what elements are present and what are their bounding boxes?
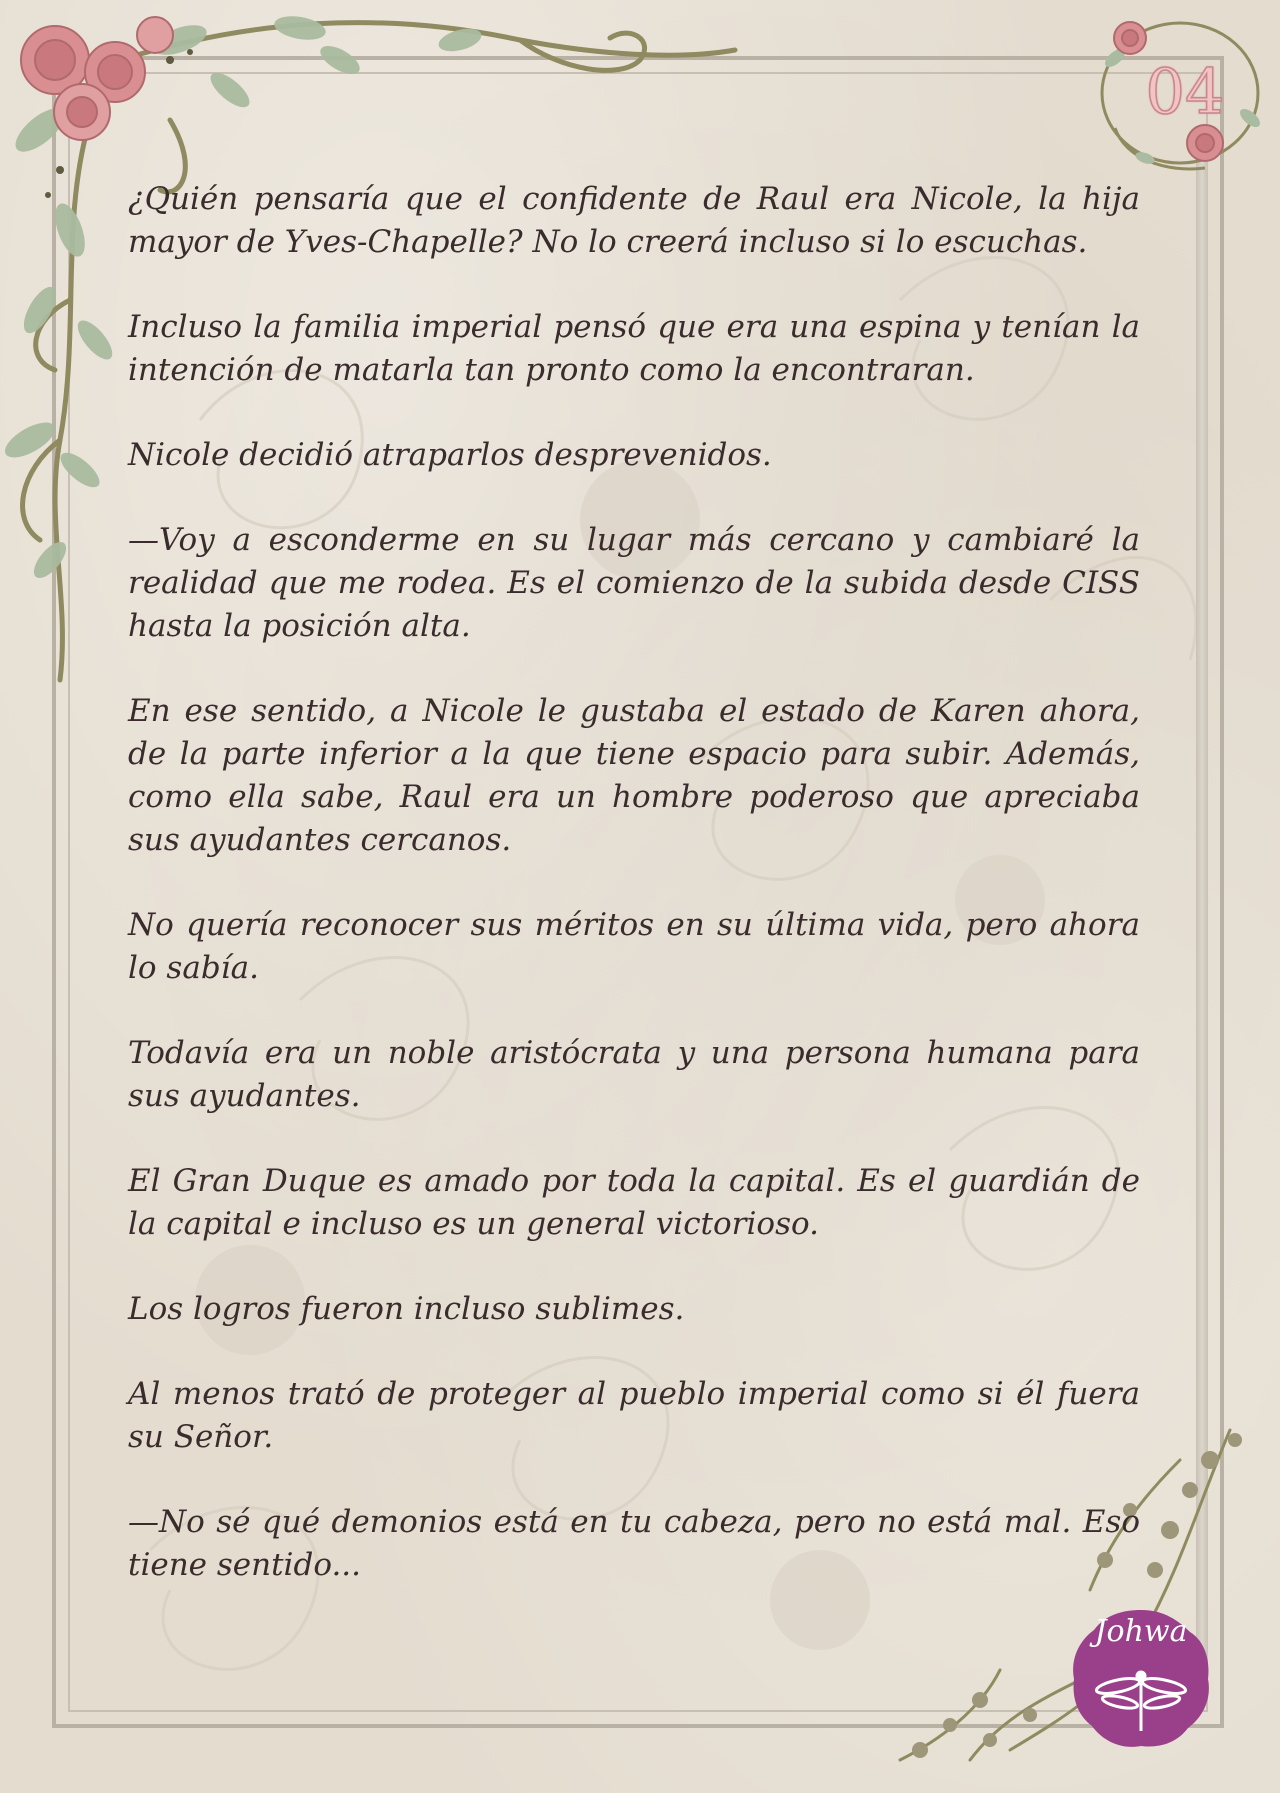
paragraph: Los logros fueron incluso sublimes. [128,1291,685,1327]
paragraph: El Gran Duque es amado por toda la capital. Es el guardián de la capital e incluso es un general victorioso. [128,1163,1140,1242]
badge-label: Johwa [1094,1614,1188,1649]
document-body [128,178,1140,1629]
paragraph: —Voy a esconderme en su lugar más cercano y cambiaré la realidad que me rodea. Es el comienzo de la subida desde CISS hasta la posición alta. [128,522,1140,644]
paragraph: Incluso la familia imperial pensó que era una espina y tenían la intención de matarla tan pronto como la encontraran. [128,309,1140,388]
paragraph: —No sé qué demonios está en tu cabeza, pero no está mal. Eso tiene sentido... [128,1504,1140,1583]
paragraph: Al menos trató de proteger al pueblo imperial como si él fuera su Señor. [128,1376,1140,1455]
paragraph: En ese sentido, a Nicole le gustaba el estado de Karen ahora, de la parte inferior a la que tiene espacio para subir. Además, como ella sabe, Raul era un hombre poderoso que apreciaba sus ayudantes cercanos. [128,693,1140,858]
page-number: 04 [1145,55,1225,128]
paragraph: No quería reconocer sus méritos en su última vida, pero ahora lo sabía. [128,907,1140,986]
paragraph: Nicole decidió atraparlos desprevenidos. [128,437,772,473]
paragraph: Todavía era un noble aristócrata y una persona humana para sus ayudantes. [128,1035,1140,1114]
paragraph: ¿Quién pensaría que el confidente de Raul era Nicole, la hija mayor de Yves-Chapelle? No lo creerá incluso si lo escuchas. [128,181,1140,260]
